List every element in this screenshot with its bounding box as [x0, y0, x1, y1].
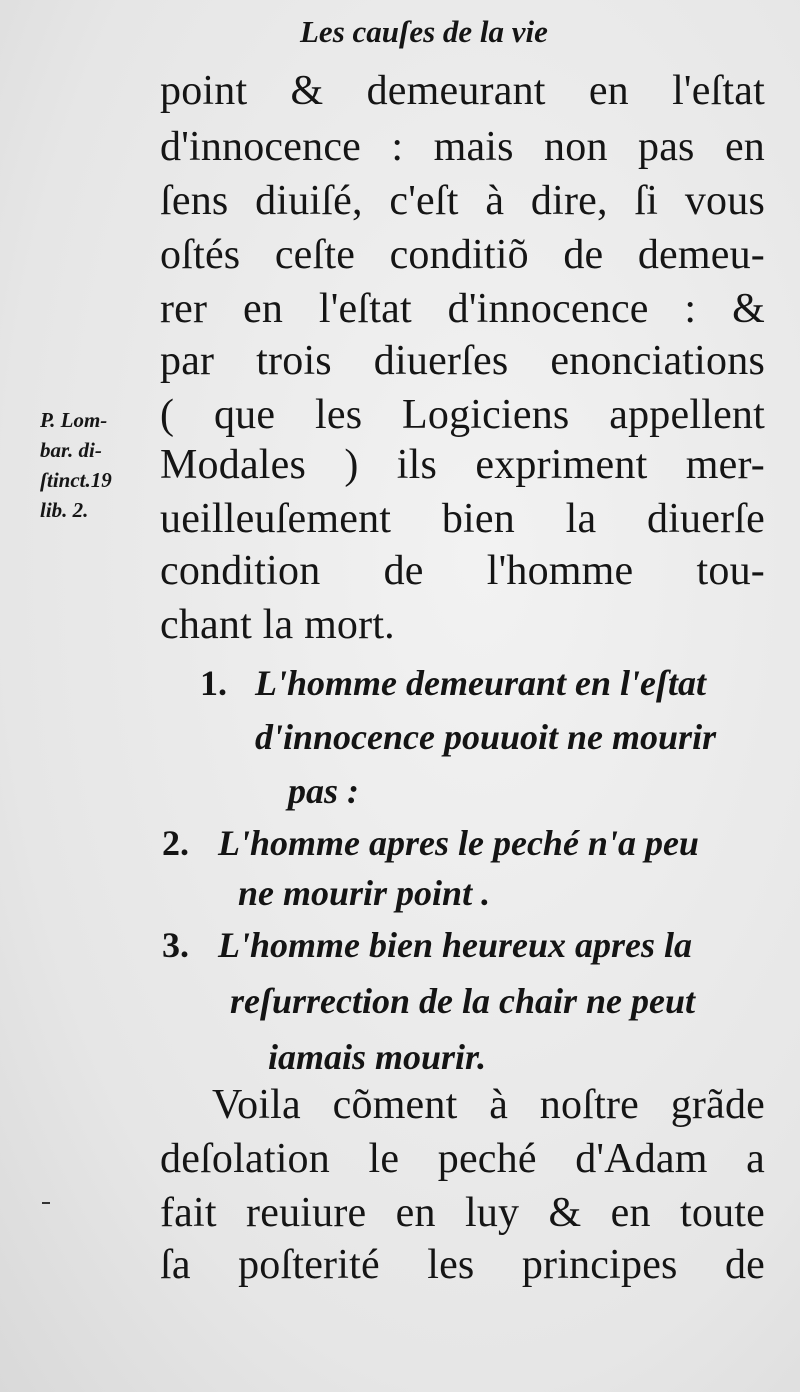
- text-line: fait reuiure en luy & en toute: [160, 1190, 765, 1236]
- text-line: Voila cõment à noſtre grãde: [212, 1082, 765, 1128]
- item-line: pas :: [288, 771, 359, 811]
- item-line: L'homme apres le peché n'a peu: [218, 823, 699, 863]
- text-line: ueilleuſement bien la diuerſe: [160, 496, 765, 542]
- text-line: Modales ) ils expriment mer-: [160, 442, 765, 488]
- text-line: oſtés ceſte conditiõ de demeu-: [160, 232, 765, 278]
- text-line: d'innocence : mais non pas en: [160, 124, 765, 170]
- text-line: point & demeurant en l'eſtat: [160, 68, 765, 114]
- item-line: L'homme bien heureux apres la: [218, 925, 693, 965]
- item-number: 3.: [162, 925, 189, 965]
- text-line: ſens diuiſé, c'eſt à dire, ſi vous: [160, 178, 765, 224]
- margin-note: [40, 405, 112, 525]
- item-line: reſurrection de la chair ne peut: [230, 981, 695, 1021]
- item-number: 2.: [162, 823, 189, 863]
- text-line: deſolation le peché d'Adam a: [160, 1136, 765, 1182]
- text-line: chant la mort.: [160, 602, 395, 648]
- item-number: 1.: [200, 663, 227, 703]
- ink-speck: [42, 1202, 50, 1204]
- text-line: par trois diuerſes enonciations: [160, 338, 765, 384]
- text-line: ( que les Logiciens appellent: [160, 392, 765, 438]
- running-head: Les cauſes de la vie: [300, 14, 548, 49]
- item-line: ne mourir point .: [238, 873, 491, 913]
- text-line: ſa poſterité les principes de: [160, 1242, 765, 1288]
- margin-note-line: bar. di-: [40, 438, 102, 462]
- margin-note-line: ſtinct.19: [40, 468, 112, 492]
- item-line: d'innocence pouuoit ne mourir: [255, 717, 717, 757]
- text-line: condition de l'homme tou-: [160, 548, 765, 594]
- margin-note-line: lib. 2.: [40, 498, 89, 522]
- item-line: iamais mourir.: [268, 1037, 487, 1077]
- margin-note-line: P. Lom-: [40, 408, 108, 432]
- text-line: rer en l'eſtat d'innocence : &: [160, 286, 765, 332]
- item-line: L'homme demeurant en l'eſtat: [255, 663, 706, 703]
